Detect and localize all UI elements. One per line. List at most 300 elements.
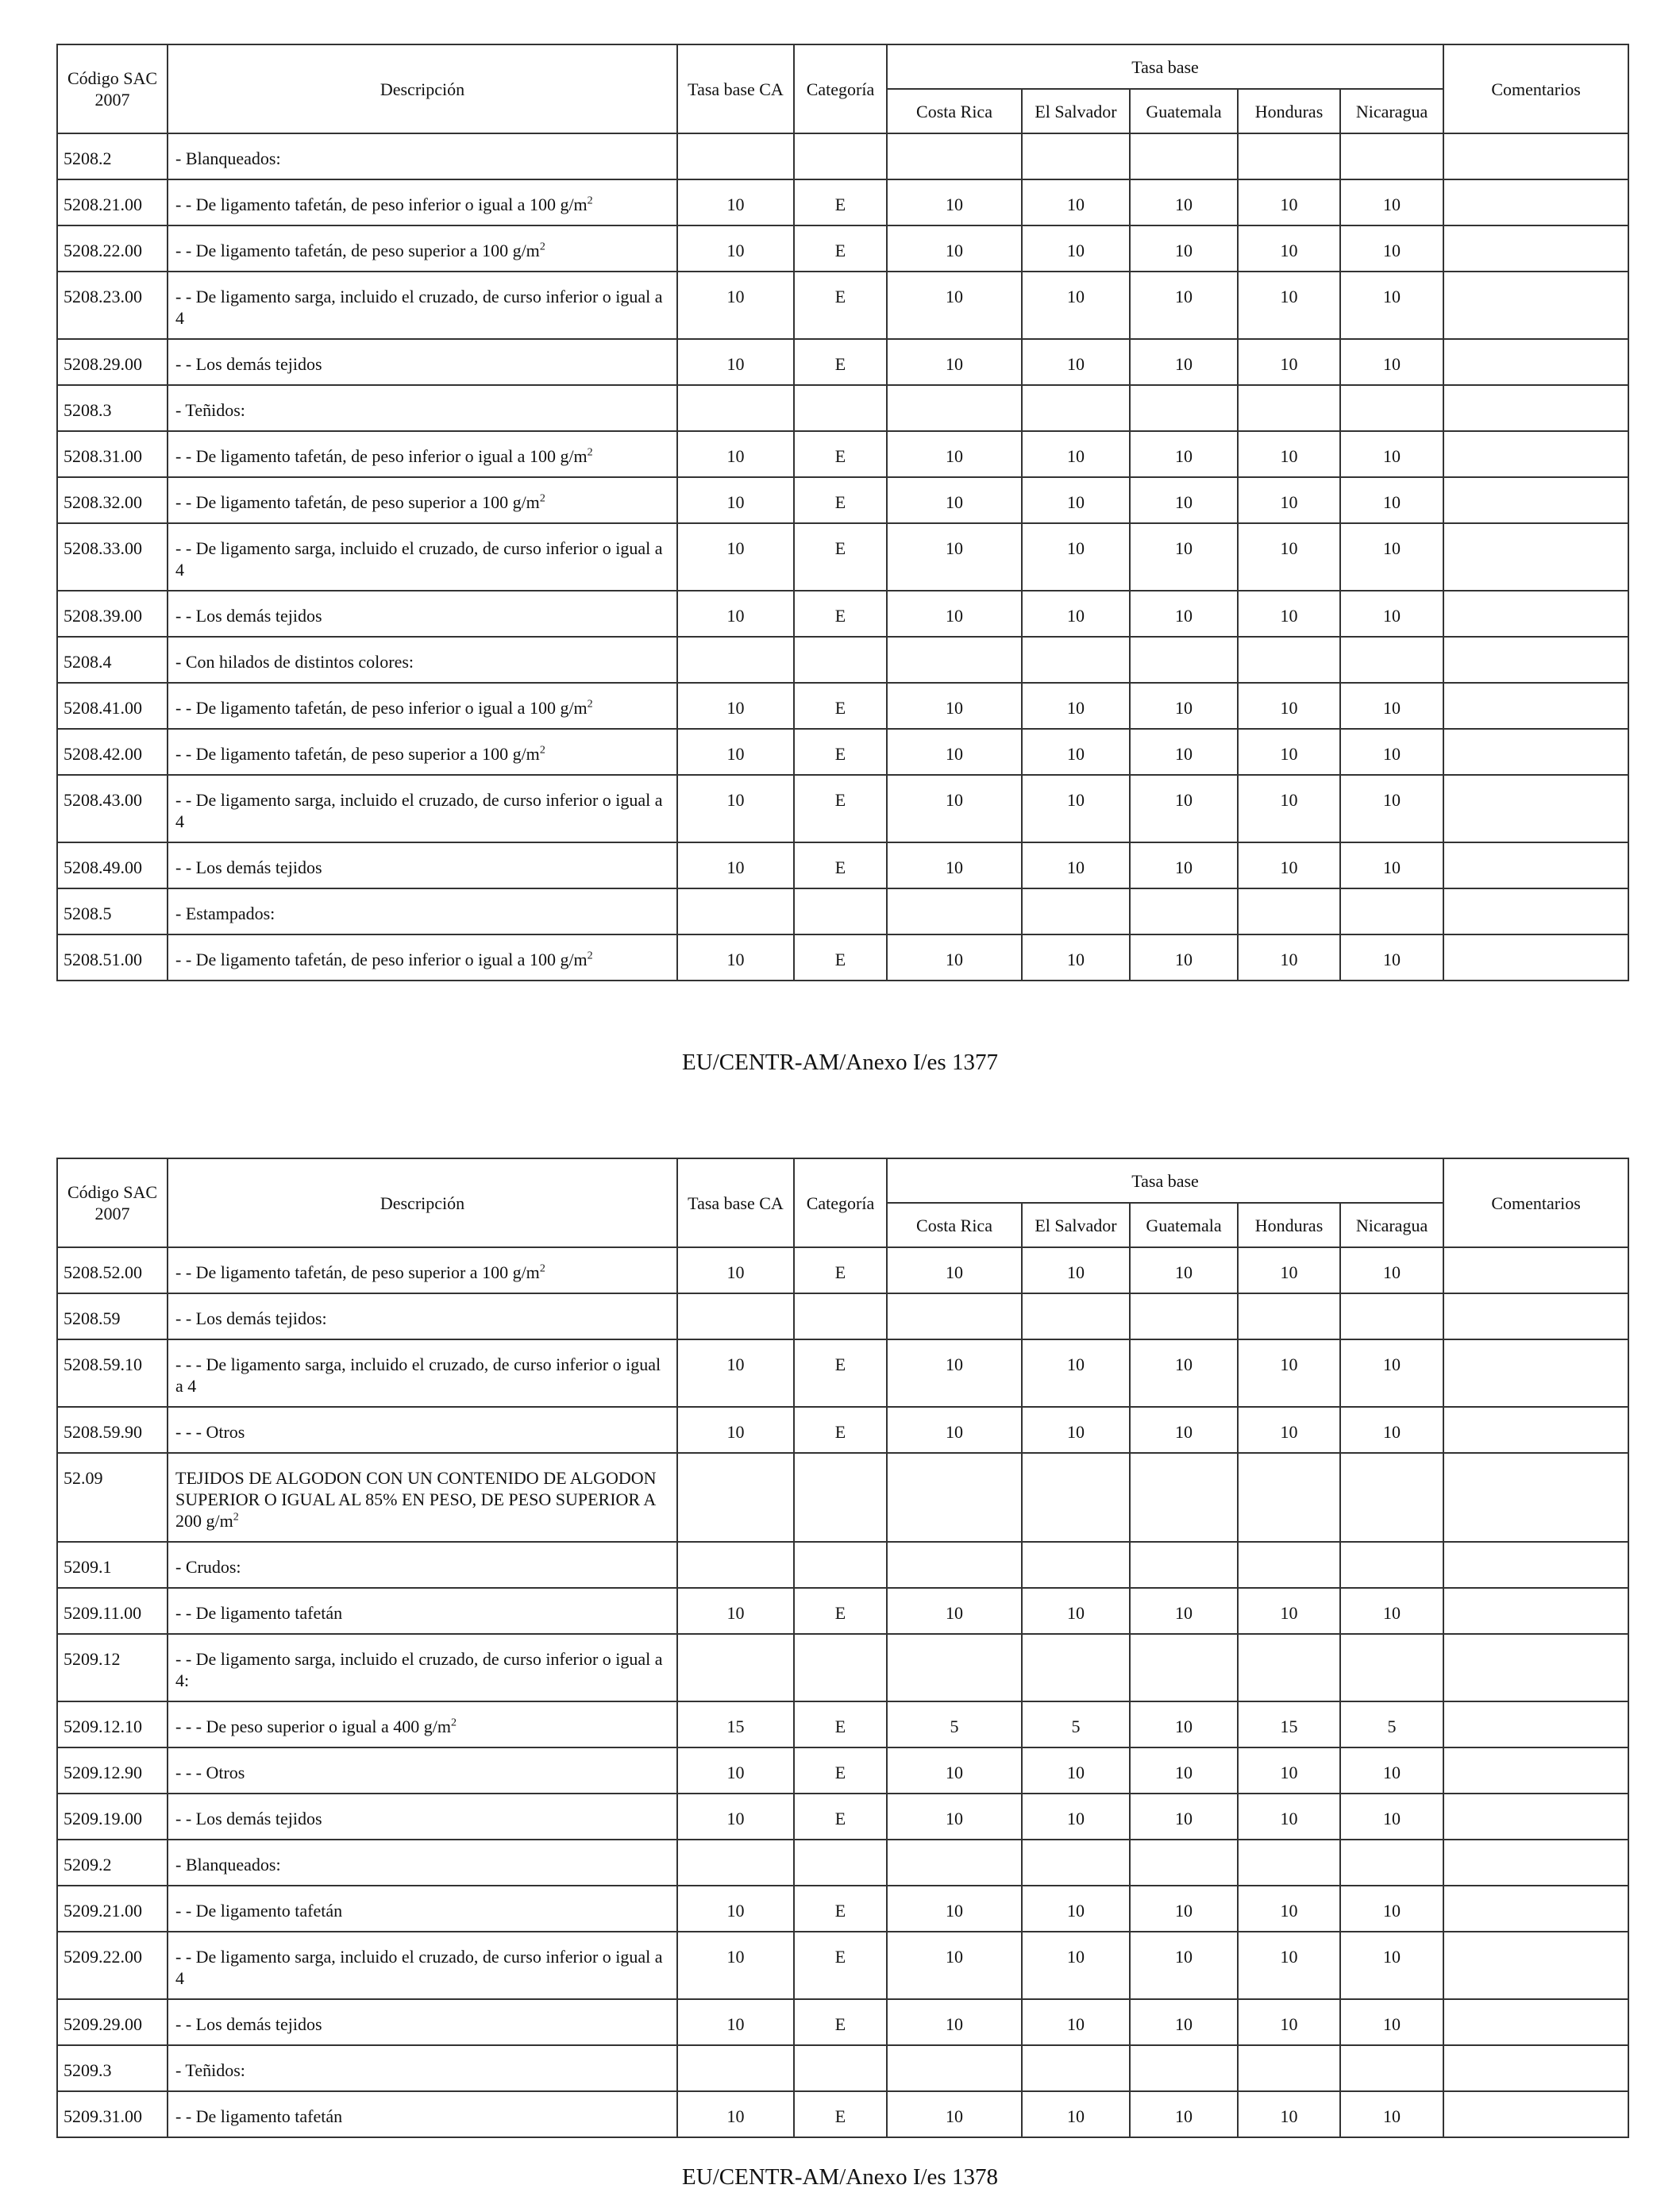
guatemala-cell: 10 [1130,1247,1238,1293]
description-cell [168,1999,677,2045]
el-salvador-cell: 10 [1022,1588,1130,1634]
costa-rica-cell [887,1840,1022,1886]
honduras-cell: 10 [1238,1588,1340,1634]
description-cell [168,1407,677,1453]
code-cell: 5209.3 [57,2045,168,2091]
category-cell [794,1293,887,1339]
guatemala-cell: 10 [1130,339,1238,385]
description-cell [168,1339,677,1407]
guatemala-cell [1130,385,1238,431]
header-comments: Comentarios [1443,44,1628,133]
honduras-cell: 15 [1238,1701,1340,1747]
guatemala-cell [1130,888,1238,934]
nicaragua-cell: 10 [1340,477,1443,523]
code-cell: 5208.2 [57,133,168,179]
nicaragua-cell: 10 [1340,591,1443,637]
table-row [57,431,1628,477]
base-rate-ca-cell [677,1453,794,1542]
description-cell [168,1542,677,1588]
nicaragua-cell: 10 [1340,272,1443,339]
description-cell [168,1588,677,1634]
costa-rica-cell: 10 [887,1794,1022,1840]
comments-cell [1443,729,1628,775]
category-cell: E [794,934,887,981]
nicaragua-cell: 10 [1340,1247,1443,1293]
header-country-nicaragua: Nicaragua [1340,1203,1443,1247]
description-cell [168,2091,677,2137]
base-rate-ca-cell: 10 [677,339,794,385]
honduras-cell [1238,1293,1340,1339]
code-cell: 5208.3 [57,385,168,431]
comments-cell [1443,1542,1628,1588]
comments-cell [1443,385,1628,431]
el-salvador-cell [1022,1293,1130,1339]
comments-cell [1443,523,1628,591]
nicaragua-cell [1340,1293,1443,1339]
description-cell [168,842,677,888]
base-rate-ca-cell [677,2045,794,2091]
costa-rica-cell: 10 [887,2091,1022,2137]
description-cell [168,1453,677,1542]
costa-rica-cell [887,1634,1022,1701]
comments-cell [1443,225,1628,272]
table-row [57,133,1628,179]
comments-cell [1443,431,1628,477]
description-cell [168,179,677,225]
base-rate-ca-cell: 10 [677,431,794,477]
el-salvador-cell: 10 [1022,1999,1130,2045]
comments-cell [1443,1701,1628,1747]
table-row [57,1453,1628,1542]
costa-rica-cell [887,2045,1022,2091]
table-row [57,888,1628,934]
code-cell: 5208.23.00 [57,272,168,339]
header-country-costa-rica: Costa Rica [887,89,1022,133]
el-salvador-cell: 10 [1022,683,1130,729]
costa-rica-cell: 10 [887,1886,1022,1932]
category-cell: E [794,842,887,888]
code-cell: 5208.29.00 [57,339,168,385]
el-salvador-cell: 10 [1022,1339,1130,1407]
guatemala-cell [1130,1293,1238,1339]
comments-cell [1443,775,1628,842]
category-cell: E [794,1588,887,1634]
comments-cell [1443,1794,1628,1840]
base-rate-ca-cell [677,1293,794,1339]
honduras-cell: 10 [1238,1999,1340,2045]
description-cell [168,1932,677,1999]
guatemala-cell: 10 [1130,729,1238,775]
comments-cell [1443,272,1628,339]
table-row [57,842,1628,888]
guatemala-cell: 10 [1130,225,1238,272]
costa-rica-cell: 10 [887,683,1022,729]
nicaragua-cell: 10 [1340,1588,1443,1634]
description-cell [168,888,677,934]
el-salvador-cell: 10 [1022,431,1130,477]
category-cell: E [794,431,887,477]
header-code: Código SAC 2007 [57,1158,168,1247]
category-cell: E [794,1247,887,1293]
comments-cell [1443,934,1628,981]
honduras-cell: 10 [1238,775,1340,842]
code-cell: 5208.42.00 [57,729,168,775]
honduras-cell: 10 [1238,523,1340,591]
description-cell [168,1886,677,1932]
guatemala-cell: 10 [1130,1794,1238,1840]
category-cell: E [794,339,887,385]
nicaragua-cell: 10 [1340,225,1443,272]
guatemala-cell: 10 [1130,1886,1238,1932]
code-cell: 5208.59.90 [57,1407,168,1453]
guatemala-cell: 10 [1130,934,1238,981]
costa-rica-cell: 5 [887,1701,1022,1747]
description-text: - - - De ligamento sarga, incluido el cruzado, de curso inferior o igual a 4 [175,1354,661,1396]
category-cell: E [794,1932,887,1999]
description-cell [168,523,677,591]
code-cell: 5208.4 [57,637,168,683]
honduras-cell: 10 [1238,1339,1340,1407]
base-rate-ca-cell: 10 [677,842,794,888]
honduras-cell [1238,637,1340,683]
category-cell: E [794,1999,887,2045]
description-text: TEJIDOS DE ALGODON CON UN CONTENIDO DE ALGODON SUPERIOR O IGUAL AL 85% EN PESO, DE PESO SUPERIOR A 200 g/m [175,1468,657,1531]
base-rate-ca-cell: 10 [677,179,794,225]
header-country-costa-rica: Costa Rica [887,1203,1022,1247]
honduras-cell: 10 [1238,1247,1340,1293]
base-rate-ca-cell: 10 [677,523,794,591]
code-cell: 5209.2 [57,1840,168,1886]
base-rate-ca-cell: 10 [677,2091,794,2137]
guatemala-cell: 10 [1130,477,1238,523]
superscript: 2 [539,492,545,505]
guatemala-cell [1130,1840,1238,1886]
description-text: - - De ligamento tafetán, de peso inferior o igual a 100 g/m [175,195,588,214]
description-text: - - De ligamento sarga, incluido el cruzado, de curso inferior o igual a 4 [175,538,663,580]
nicaragua-cell [1340,2045,1443,2091]
table-row [57,591,1628,637]
base-rate-ca-cell: 10 [677,1999,794,2045]
honduras-cell: 10 [1238,1886,1340,1932]
el-salvador-cell: 10 [1022,1407,1130,1453]
nicaragua-cell [1340,1453,1443,1542]
base-rate-ca-cell: 10 [677,729,794,775]
guatemala-cell: 10 [1130,2091,1238,2137]
code-cell: 5208.49.00 [57,842,168,888]
description-text: - - Los demás tejidos [175,606,322,626]
honduras-cell: 10 [1238,179,1340,225]
code-cell: 5208.33.00 [57,523,168,591]
description-text: - Con hilados de distintos colores: [175,652,414,672]
comments-cell [1443,2091,1628,2137]
description-text: - - - De peso superior o igual a 400 g/m [175,1717,452,1736]
description-text: - - De ligamento tafetán, de peso inferior o igual a 100 g/m [175,698,588,718]
honduras-cell: 10 [1238,225,1340,272]
costa-rica-cell [887,1293,1022,1339]
nicaragua-cell: 10 [1340,842,1443,888]
code-cell: 5208.31.00 [57,431,168,477]
el-salvador-cell [1022,888,1130,934]
category-cell [794,1542,887,1588]
el-salvador-cell: 10 [1022,591,1130,637]
description-cell [168,729,677,775]
header-base-rate: Tasa base [887,44,1443,89]
costa-rica-cell: 10 [887,339,1022,385]
nicaragua-cell: 10 [1340,1339,1443,1407]
table-row [57,637,1628,683]
honduras-cell: 10 [1238,1747,1340,1794]
table-row [57,225,1628,272]
guatemala-cell: 10 [1130,1747,1238,1794]
nicaragua-cell [1340,385,1443,431]
costa-rica-cell: 10 [887,179,1022,225]
table-row [57,1747,1628,1794]
base-rate-ca-cell [677,1634,794,1701]
el-salvador-cell [1022,1542,1130,1588]
comments-cell [1443,1293,1628,1339]
base-rate-ca-cell: 10 [677,272,794,339]
code-cell: 5209.29.00 [57,1999,168,2045]
superscript: 2 [587,446,593,459]
honduras-cell [1238,1453,1340,1542]
nicaragua-cell: 5 [1340,1701,1443,1747]
description-cell [168,477,677,523]
description-text: - - De ligamento tafetán, de peso inferior o igual a 100 g/m [175,446,588,466]
description-text: - - Los demás tejidos: [175,1308,327,1328]
costa-rica-cell: 10 [887,591,1022,637]
header-country-guatemala: Guatemala [1130,1203,1238,1247]
code-cell: 5209.21.00 [57,1886,168,1932]
description-cell [168,2045,677,2091]
el-salvador-cell [1022,1634,1130,1701]
costa-rica-cell [887,385,1022,431]
superscript: 2 [539,744,545,757]
table-row [57,1886,1628,1932]
description-cell [168,683,677,729]
header-category: Categoría [794,44,887,133]
el-salvador-cell: 5 [1022,1701,1130,1747]
comments-cell [1443,1634,1628,1701]
guatemala-cell [1130,133,1238,179]
guatemala-cell [1130,2045,1238,2091]
category-cell: E [794,683,887,729]
description-cell [168,1794,677,1840]
costa-rica-cell: 10 [887,1932,1022,1999]
comments-cell [1443,1886,1628,1932]
superscript: 2 [587,698,593,711]
base-rate-ca-cell: 10 [677,683,794,729]
code-cell: 5208.21.00 [57,179,168,225]
code-cell: 5208.22.00 [57,225,168,272]
guatemala-cell: 10 [1130,842,1238,888]
category-cell: E [794,1747,887,1794]
honduras-cell: 10 [1238,272,1340,339]
costa-rica-cell [887,637,1022,683]
honduras-cell: 10 [1238,431,1340,477]
category-cell [794,888,887,934]
base-rate-ca-cell [677,1542,794,1588]
description-text: - Teñidos: [175,2060,245,2080]
superscript: 2 [587,195,593,207]
code-cell: 5208.39.00 [57,591,168,637]
el-salvador-cell: 10 [1022,523,1130,591]
comments-cell [1443,1453,1628,1542]
base-rate-ca-cell [677,133,794,179]
category-cell: E [794,1339,887,1407]
comments-cell [1443,477,1628,523]
comments-cell [1443,179,1628,225]
base-rate-ca-cell: 10 [677,477,794,523]
el-salvador-cell [1022,1840,1130,1886]
comments-cell [1443,1588,1628,1634]
table-row [57,2045,1628,2091]
comments-cell [1443,1999,1628,2045]
table-row [57,1542,1628,1588]
base-rate-ca-cell [677,888,794,934]
description-text: - Blanqueados: [175,1855,281,1875]
code-cell: 5209.11.00 [57,1588,168,1634]
category-cell: E [794,1794,887,1840]
comments-cell [1443,888,1628,934]
costa-rica-cell [887,133,1022,179]
header-comments: Comentarios [1443,1158,1628,1247]
table-row [57,1339,1628,1407]
el-salvador-cell [1022,637,1130,683]
guatemala-cell: 10 [1130,1999,1238,2045]
comments-cell [1443,1840,1628,1886]
description-text: - - De ligamento tafetán, de peso superior a 100 g/m [175,744,540,764]
code-cell: 5209.12 [57,1634,168,1701]
description-text: - - De ligamento tafetán, de peso superior a 100 g/m [175,1262,540,1282]
category-cell [794,2045,887,2091]
el-salvador-cell [1022,1453,1130,1542]
code-cell: 5208.59.10 [57,1339,168,1407]
comments-cell [1443,133,1628,179]
description-text: - - - Otros [175,1422,245,1442]
nicaragua-cell [1340,133,1443,179]
table-row [57,477,1628,523]
costa-rica-cell: 10 [887,1747,1022,1794]
table-row [57,1293,1628,1339]
guatemala-cell: 10 [1130,1407,1238,1453]
description-text: - - - Otros [175,1763,245,1782]
description-cell [168,1747,677,1794]
base-rate-ca-cell: 10 [677,591,794,637]
el-salvador-cell: 10 [1022,477,1130,523]
nicaragua-cell: 10 [1340,2091,1443,2137]
base-rate-ca-cell: 10 [677,1407,794,1453]
description-text: - Blanqueados: [175,148,281,168]
honduras-cell: 10 [1238,683,1340,729]
tariff-table-page-2 [56,1158,1629,2138]
table-row [57,729,1628,775]
header-country-guatemala: Guatemala [1130,89,1238,133]
el-salvador-cell: 10 [1022,272,1130,339]
code-cell: 5208.43.00 [57,775,168,842]
description-cell [168,1634,677,1701]
category-cell [794,1840,887,1886]
honduras-cell: 10 [1238,1794,1340,1840]
guatemala-cell: 10 [1130,775,1238,842]
table-row [57,1701,1628,1747]
code-cell: 52.09 [57,1453,168,1542]
category-cell: E [794,523,887,591]
description-text: - - De ligamento tafetán [175,1901,343,1921]
table-row [57,1634,1628,1701]
header-base-rate-ca: Tasa base CA [677,1158,794,1247]
table-row [57,385,1628,431]
base-rate-ca-cell: 10 [677,1886,794,1932]
el-salvador-cell: 10 [1022,1932,1130,1999]
code-cell: 5208.51.00 [57,934,168,981]
nicaragua-cell: 10 [1340,523,1443,591]
description-text: - - Los demás tejidos [175,857,322,877]
costa-rica-cell: 10 [887,225,1022,272]
code-cell: 5209.19.00 [57,1794,168,1840]
category-cell [794,385,887,431]
nicaragua-cell: 10 [1340,179,1443,225]
el-salvador-cell: 10 [1022,225,1130,272]
table-row [57,1932,1628,1999]
code-cell: 5208.32.00 [57,477,168,523]
header-country-honduras: Honduras [1238,89,1340,133]
costa-rica-cell: 10 [887,842,1022,888]
el-salvador-cell: 10 [1022,842,1130,888]
table-row [57,339,1628,385]
el-salvador-cell: 10 [1022,2091,1130,2137]
description-text: - - De ligamento sarga, incluido el cruzado, de curso inferior o igual a 4 [175,790,663,831]
table-row [57,1794,1628,1840]
category-cell [794,637,887,683]
nicaragua-cell: 10 [1340,1794,1443,1840]
category-cell: E [794,1407,887,1453]
table-row [57,1247,1628,1293]
base-rate-ca-cell [677,1840,794,1886]
guatemala-cell [1130,1542,1238,1588]
el-salvador-cell: 10 [1022,1247,1130,1293]
costa-rica-cell: 10 [887,477,1022,523]
header-description: Descripción [168,1158,677,1247]
base-rate-ca-cell: 10 [677,1247,794,1293]
code-cell: 5209.22.00 [57,1932,168,1999]
table-row [57,523,1628,591]
description-text: - Estampados: [175,904,276,923]
el-salvador-cell [1022,385,1130,431]
header-base-rate-ca: Tasa base CA [677,44,794,133]
honduras-cell [1238,385,1340,431]
guatemala-cell [1130,637,1238,683]
superscript: 2 [539,241,545,253]
base-rate-ca-cell: 10 [677,934,794,981]
code-cell: 5209.1 [57,1542,168,1588]
description-text: - - Los demás tejidos [175,1809,322,1828]
header-country-el-salvador: El Salvador [1022,89,1130,133]
code-cell: 5208.41.00 [57,683,168,729]
superscript: 2 [539,1262,545,1275]
comments-cell [1443,637,1628,683]
description-cell [168,637,677,683]
table-row [57,775,1628,842]
nicaragua-cell: 10 [1340,339,1443,385]
nicaragua-cell [1340,637,1443,683]
costa-rica-cell: 10 [887,1247,1022,1293]
description-text: - - De ligamento sarga, incluido el cruzado, de curso inferior o igual a 4 [175,287,663,328]
guatemala-cell: 10 [1130,272,1238,339]
description-cell [168,1293,677,1339]
code-cell: 5209.12.10 [57,1701,168,1747]
base-rate-ca-cell: 15 [677,1701,794,1747]
nicaragua-cell: 10 [1340,683,1443,729]
